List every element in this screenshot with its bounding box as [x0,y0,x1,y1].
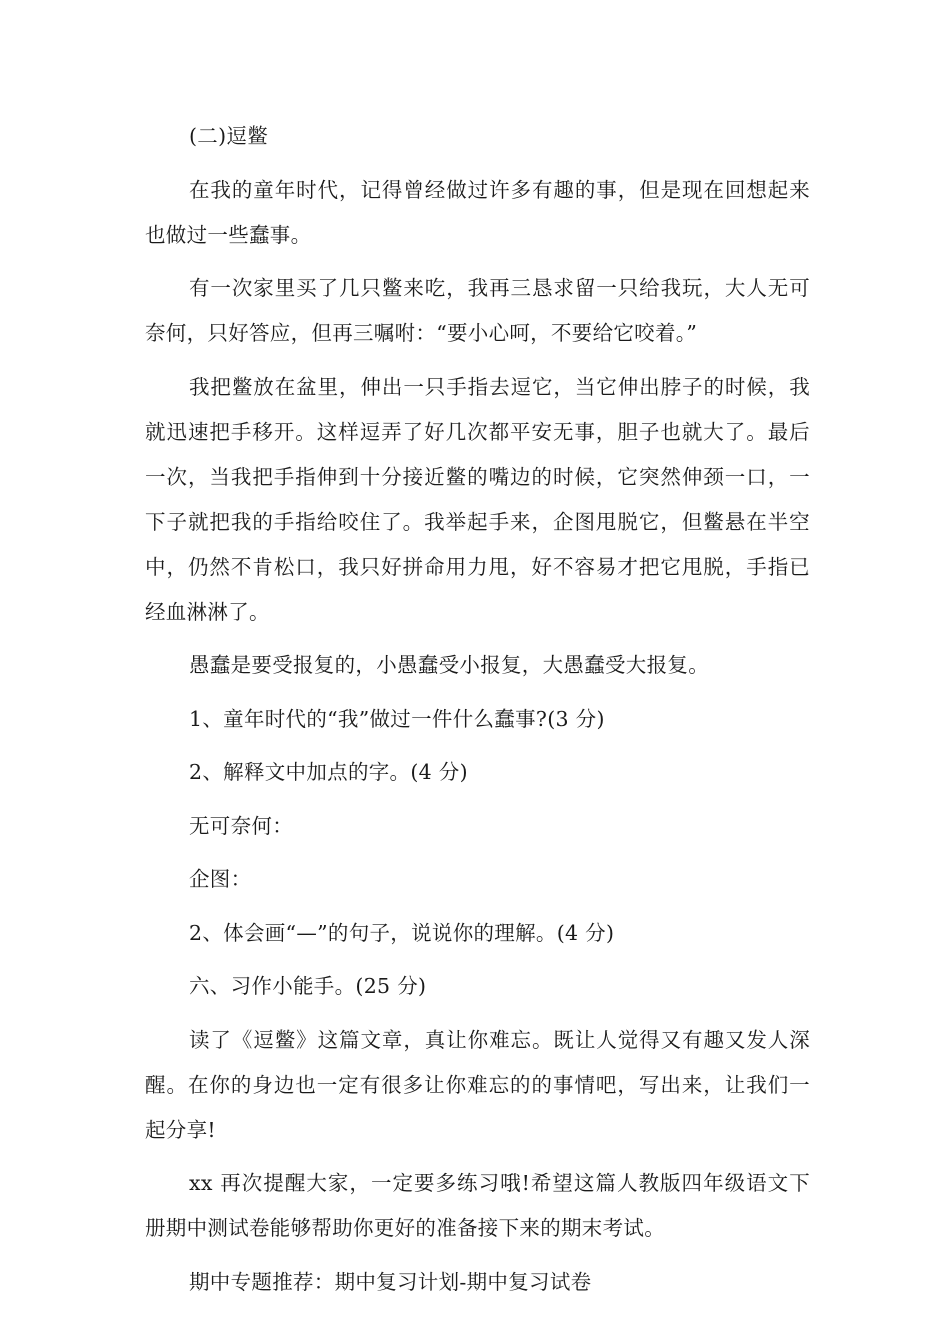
answer-line-wukenaihe: 无可奈何： [189,813,293,838]
question-3: 2、体会画“—”的句子，说说你的理解。(4 分) [189,920,615,945]
writing-prompt: 读了《逗鳖》这篇文章，真让你难忘。既让人觉得又有趣又发人深醒。在你的身边也一定有很多让你难忘的的事情吧，写出来，让我们一起分享! [145,1027,810,1142]
question-1: 1、童年时代的“我”做过一件什么蠢事?(3 分) [189,706,605,731]
question-2: 2、解释文中加点的字。(4 分) [189,760,468,784]
answer-line-qitu: 企图： [189,867,252,891]
paragraph: 愚蠢是要受报复的，小愚蠢受小报复，大愚蠢受大报复。 [189,653,709,677]
paragraph: 在我的童年时代，记得曾经做过许多有趣的事，但是现在回想起来也做过一些蠢事。 [145,177,810,247]
section-heading: (二)逗鳖 [189,124,268,148]
recommendation-line: 期中专题推荐：期中复习计划-期中复习试卷 [189,1269,592,1294]
paragraph: 我把鳖放在盆里，伸出一只手指去逗它，当它伸出脖子的时候，我就迅速把手移开。这样逗弄了好几次都平安无事，胆子也就大了。最后一次，当我把手指伸到十分接近鳖的嘴边的时候，它突然伸颈一口，一下子就把我的手指给咬住了。我举起手来，企图甩脱它，但鳖悬在半空中，仍然不肯松口，我只好拼命用力甩，好不容易才把它甩脱，手指已经血淋淋了。 [145,374,810,624]
paragraph: 有一次家里买了几只鳖来吃，我再三恳求留一只给我玩，大人无可奈何，只好答应，但再三嘱咐：“要小心呵，不要给它咬着。” [145,276,810,345]
document-body [145,114,810,1313]
closing-note: xx 再次提醒大家，一定要多练习哦!希望这篇人教版四年级语文下册期中测试卷能够帮助你更好的准备接下来的期末考试。 [145,1171,810,1240]
section-heading-writing: 六、习作小能手。(25 分) [189,974,427,998]
